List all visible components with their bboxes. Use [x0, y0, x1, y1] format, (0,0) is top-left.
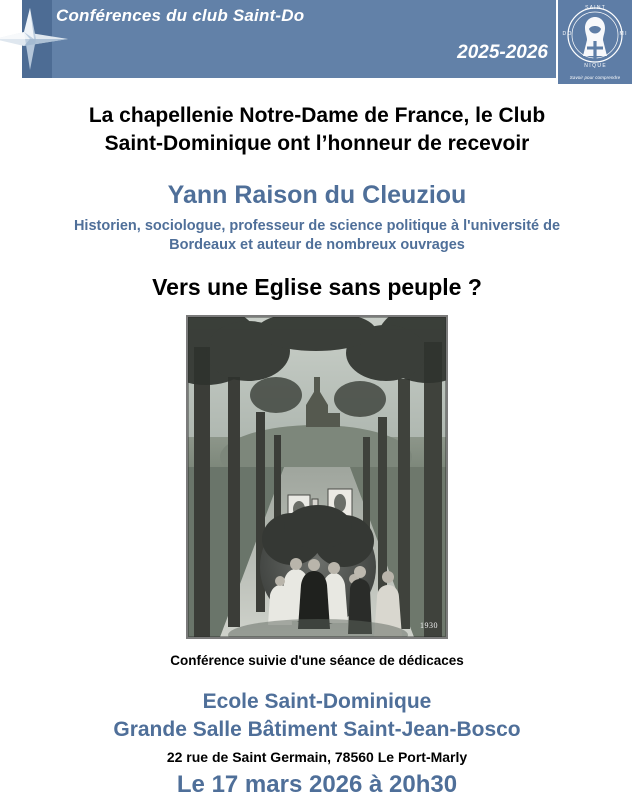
svg-text:S A I N T: S A I N T: [585, 5, 605, 11]
venue-line-1: Ecole Saint-Dominique: [202, 689, 432, 713]
svg-text:N I Q U E: N I Q U E: [584, 63, 606, 69]
header-banner: [0, 0, 634, 84]
procession-photo-image: [188, 317, 446, 637]
talk-title: Vers une Eglise sans peuple ?: [152, 273, 482, 300]
intro-line-2: Saint-Dominique ont l’honneur de recevoir: [104, 132, 530, 156]
compass-star-icon: [0, 8, 68, 70]
header-years: 2025-2026: [457, 42, 548, 63]
header-title: Conférences du club Saint-Do: [56, 6, 305, 25]
header-band: [0, 0, 634, 84]
venue-line-2: Grande Salle Bâtiment Saint-Jean-Bosco: [113, 718, 521, 742]
speaker-name: Yann Raison du Cleuziou: [167, 180, 467, 209]
procession-photo: [186, 315, 448, 639]
speaker-description: [0, 217, 634, 256]
intro-line-1: La chapellenie Notre-Dame de France, le Club: [88, 104, 546, 127]
venue-block: [0, 688, 634, 745]
poster-body: [0, 102, 634, 799]
photo-caption: Conférence suivie d'une séance de dédicaces: [170, 652, 464, 668]
speaker-description-line-1: Historien, sociologue, professeur de science politique à l'université de: [73, 217, 561, 234]
event-datetime: Le 17 mars 2026 à 20h30: [176, 770, 458, 798]
logo-emblem-icon: [559, 1, 631, 83]
svg-text:M I: M I: [619, 31, 627, 37]
photo-credit: 1930: [420, 620, 438, 630]
logo-caption: Savoir pour comprendre: [569, 75, 621, 80]
svg-text:D O: D O: [562, 31, 572, 37]
speaker-description-line-2: Bordeaux et auteur de nombreux ouvrages: [169, 237, 465, 254]
intro-text: [0, 102, 634, 159]
venue-address: 22 rue de Saint Germain, 78560 Le Port-Marly: [166, 748, 468, 765]
club-logo: [558, 0, 632, 84]
